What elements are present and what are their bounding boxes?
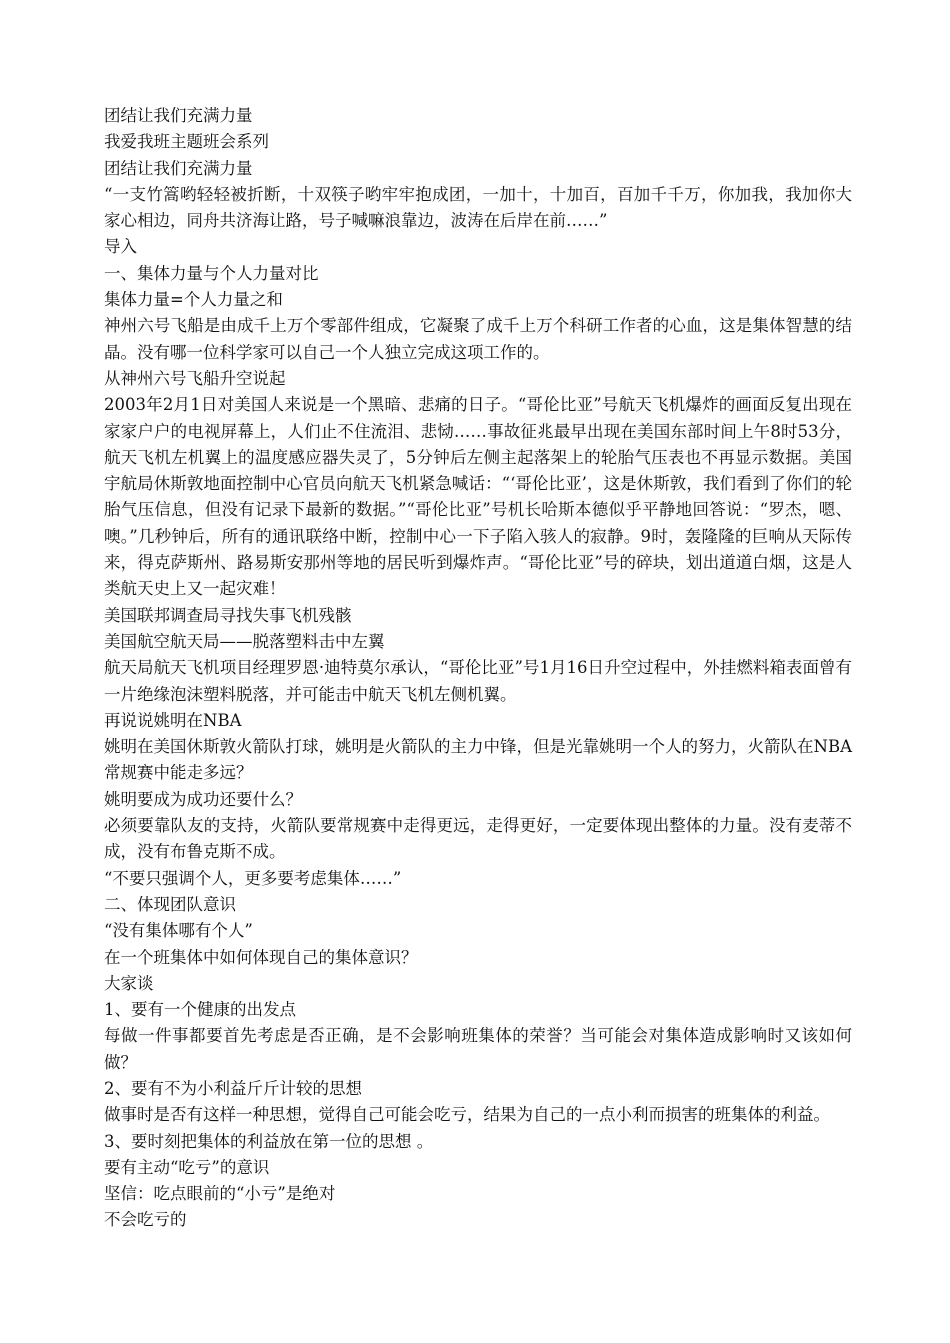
series-label: 我爱我班主题班会系列 [104,132,269,152]
question-class: 在一个班集体中如何体现自己的集体意识？ [104,947,418,967]
quote-no-collective: “没有集体哪有个人” [104,921,253,941]
paragraph-foam: 航天局航天飞机项目经理罗恩·迪特莫尔承认，“哥伦比亚”号1月16日升空过程中，外挂燃料箱表面曾有一片绝缘泡沫塑料脱落，并可能击中航天飞机左侧机翼。 [104,658,852,704]
line-eat-loss: 要有主动“吃亏”的意识 [104,1157,270,1177]
subheading-shenzhou: 从神州六号飞船升空说起 [104,368,286,388]
paragraph-shenzhou: 神州六号飞船是由成千上万个零部件组成，它凝聚了成千上万个科研工作者的心血，这是集体智慧的结晶。没有哪一位科学家可以自己一个人独立完成这项工作的。 [104,316,852,362]
section-intro: 导入 [104,237,137,257]
point-3: 3、要时刻把集体的利益放在第一位的思想 。 [104,1131,434,1151]
subheading-nasa: 美国航空航天局——脱落塑料击中左翼 [104,631,385,651]
heading-title-repeat: 团结让我们充满力量 [104,158,253,178]
quote-collective: “不要只强调个人，更多要考虑集体……” [104,868,402,888]
section-heading-1: 一、集体力量与个人力量对比 [104,263,319,283]
point-1: 1、要有一个健康的出发点 [104,1000,296,1020]
line-not-lose: 不会吃亏的 [104,1210,187,1230]
paragraph-point-1: 每做一件事都要首先考虑是否正确，是不会影响班集体的荣誉？当可能会对集体造成影响时又该如何做？ [104,1026,852,1072]
formula-line: 集体力量=个人力量之和 [104,290,283,310]
paragraph-point-2: 做事时是否有这样一种思想，觉得自己可能会吃亏，结果为自己的一点小利而损害的班集体的利益。 [104,1105,830,1125]
question-yao: 姚明要成为成功还要什么？ [104,789,302,809]
point-2: 2、要有不为小利益斤斤计较的思想 [104,1078,362,1098]
heading-title: 团结让我们充满力量 [104,106,253,125]
paragraph-columbia: 2003年2月1日对美国人来说是一个黑暗、悲痛的日子。“哥伦比亚”号航天飞机爆炸的画面反复出现在家家户户的电视屏幕上，人们止不住流泪、悲恸……事故征兆最早出现在美国东部时间上午8时53分，航天飞机左机翼上的温度感应器失灵了，5分钟后左侧主起落架上的轮胎气压表也不再显示数据。美国宇航局休斯敦地面控制中心官员向航天飞机紧急喊话：“‘哥伦比亚’，这是休斯敦，我们看到了你们的轮胎气压信息，但没有记录下最新的数据。”“哥伦比亚”号机长哈斯本德似乎平静地回答说：“罗杰，嗯、噢。”几秒钟后，所有的通讯联络中断，控制中心一下子陷入骇人的寂静。9时，轰隆隆的巨响从天际传来，得克萨斯州、路易斯安那州等地的居民听到爆炸声。“哥伦比亚”号的碎块，划出道道白烟，这是人类航天史上又一起灾难！ [104,395,852,599]
discussion-label: 大家谈 [104,973,154,993]
line-believe: 坚信：吃点眼前的“小亏”是绝对 [104,1184,336,1204]
song-quote: “一支竹篙哟轻轻被折断，十双筷子哟牢牢抱成团，一加十，十加百，百加千千万，你加我，我加你大家心相边，同舟共济海让路，号子喊嘛浪靠边，波涛在后岸在前……” [104,184,852,231]
subheading-fbi: 美国联邦调查局寻找失事飞机残骸 [104,605,352,625]
subheading-yao: 再说说姚明在NBA [104,710,242,730]
document-body [104,103,852,1234]
paragraph-teammates: 必须要靠队友的支持，火箭队要常规赛中走得更远，走得更好，一定要体现出整体的力量。没有麦蒂不成，没有布鲁克斯不成。 [104,816,852,862]
paragraph-yao: 姚明在美国休斯敦火箭队打球，姚明是火箭队的主力中锋，但是光靠姚明一个人的努力，火箭队在NBA常规赛中能走多远？ [104,737,852,783]
section-heading-2: 二、体现团队意识 [104,894,236,914]
